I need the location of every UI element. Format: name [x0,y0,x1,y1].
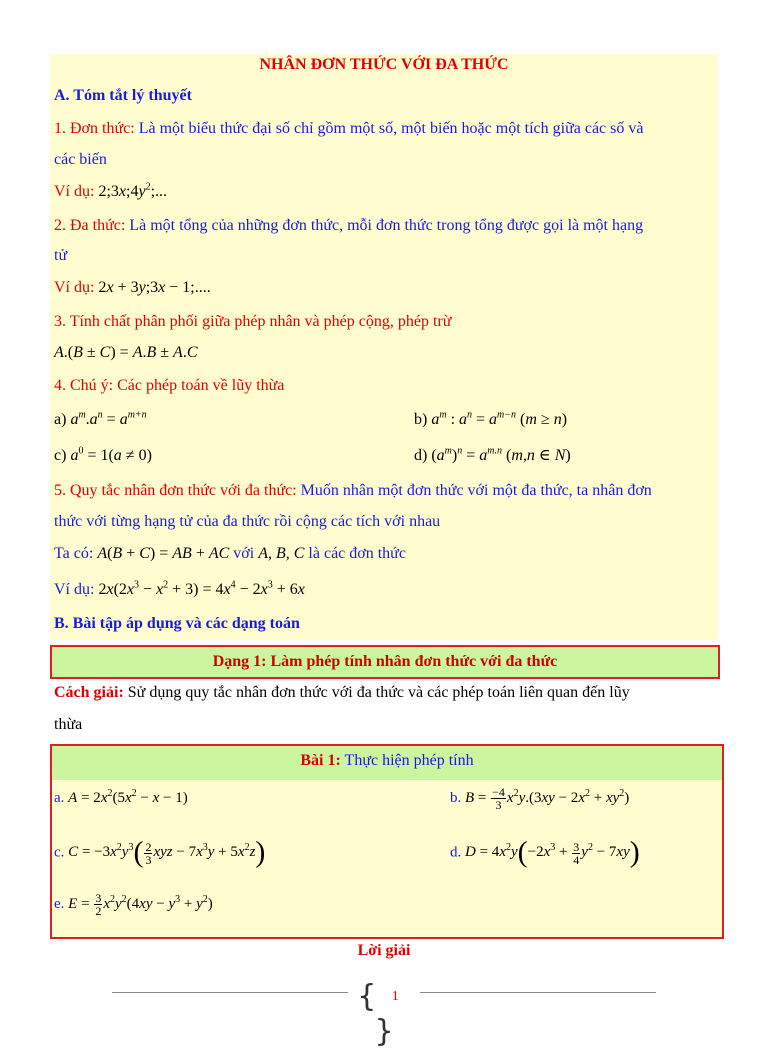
exercise-d-label: d. [450,844,462,861]
definition-1-text: Là một biểu thức đại số chỉ gồm một số, một biến hoặc một tích giữa các số và [134,120,644,137]
exercise-c-label: c. [54,844,65,861]
example-5 [54,580,305,600]
example-2-label: Ví dụ: [54,279,95,296]
exercise-b-label: b. [450,789,462,806]
exercise-b-math: B = $\frac{-4}{3}$ $x^2y.(3xy - 2x^2 + xy^2)$ [465,785,630,812]
exercise-1-label: Bài 1: [300,752,341,769]
exercise-b [450,786,629,811]
cach-giai-label: Cách giải: [54,684,124,701]
dang-1-box [50,645,720,679]
exercise-e-math: E = $\frac{3}{2}$ $x^2y^2(4xy - y^3 + y^2)$ [68,891,213,918]
cach-giai [54,683,714,703]
definition-2-label: 2. Đa thức: [54,217,126,234]
ta-co-label: Ta có: [54,545,94,562]
exercise-c-math: $C = -3x^2y^3$( $\frac{2}{3}$ xyz − $7x^3y + 5x^2z$) [68,836,266,869]
section-b-heading: B. Bài tập áp dụng và các dạng toán [54,615,300,632]
exercise-a-label: a. [54,790,65,806]
exercise-1-text: Thực hiện phép tính [340,752,474,769]
rule-5 [54,481,652,501]
ta-co-math: A(B + C) = AB + AC [97,545,230,562]
property-3-math: A.(B ± C) = A.B ± A.C [54,344,198,361]
cach-giai-continued: thừa [54,716,83,733]
ta-co-mid: với [233,545,255,562]
ta-co-vars: A, B, C [258,545,305,562]
ta-co-tail: là các đơn thức [308,545,406,562]
example-1-math: $2;3x;4y^2$;... [98,181,168,200]
power-rule-c-label: c) [54,447,67,464]
rule-5-continued: thức với từng hạng tử của đa thức rồi cộng các tích với nhau [54,513,441,530]
exercise-e-label: e. [54,895,65,912]
page-title: NHÂN ĐƠN THỨC VỚI ĐA THỨC [259,56,509,73]
example-2 [54,278,211,298]
footer-rule-right [420,992,656,993]
solution-heading: Lời giải [357,942,411,959]
exercise-d [450,836,640,870]
right-brace-icon: } [374,1014,394,1049]
section-a-heading: A. Tóm tắt lý thuyết [54,87,192,104]
rule-5-text: Muốn nhân một đơn thức với một đa thức, ta nhân đơn [296,482,652,499]
definition-1 [54,119,643,139]
power-rule-b-label: b) [414,411,428,428]
exercise-e [54,892,213,917]
example-2-math: 2x + 3y;3x − 1;.... [98,279,211,296]
example-5-label: Ví dụ: [54,581,95,598]
power-rule-d: d) $(a^m)^n = a^{m.n}$ (m,n ∈ N) [414,445,571,464]
dang-1-title: Dạng 1: Làm phép tính nhân đơn thức với đa thức [212,653,558,670]
rule-5-label: 5. Quy tắc nhân đơn thức với đa thức: [54,482,297,499]
page-number-wrapper [348,979,420,1049]
exercise-1-box [50,744,724,939]
power-rule-d-label: d) [414,447,428,464]
exercise-a [54,790,188,807]
power-rule-a-label: a) [54,411,67,428]
definition-1-continued: các biến [54,151,107,168]
example-5-math: $2x(2x^3 - x^2 + 3) = 4x^4 - 2x^3 + 6x$ [98,579,305,598]
power-rule-b: b) $a^m$ : $a^n = a^{m-n}$ (m ≥ n) [414,409,568,428]
ta-co-line [54,544,406,564]
definition-2-continued: tử [54,247,68,264]
example-1 [54,182,167,202]
exercise-d-math: $D = 4x^2y(-2x^3$ + $\frac{3}{4}$ $y^2 - 7xy$) [465,836,640,869]
left-brace-icon: { [357,979,377,1014]
exercise-1-header [52,746,722,780]
footer-rule-left [112,992,348,993]
power-rule-a: a) $a^m.a^n = a^{m+n}$ [54,409,147,428]
definition-1-label: 1. Đơn thức: [54,120,135,137]
exercise-a-math: $A = 2x^2(5x^2 - x - 1)$ [68,788,188,806]
page-number: 1 [391,988,399,1004]
property-3-label: 3. Tính chất phân phối giữa phép nhân và phép cộng, phép trừ [54,313,452,330]
definition-2 [54,216,643,236]
cach-giai-text: Sử dụng quy tắc nhân đơn thức với đa thức và các phép toán liên quan đến lũy [123,684,630,701]
definition-2-text: Là một tổng của những đơn thức, mỗi đơn thức trong tổng được gọi là một hạng [125,217,644,234]
exercise-c [54,836,265,870]
note-4-label: 4. Chú ý: Các phép toán về lũy thừa [54,377,285,394]
power-rule-c: c) $a^0 = 1(a \ne 0)$ [54,445,152,464]
example-1-label: Ví dụ: [54,183,95,200]
